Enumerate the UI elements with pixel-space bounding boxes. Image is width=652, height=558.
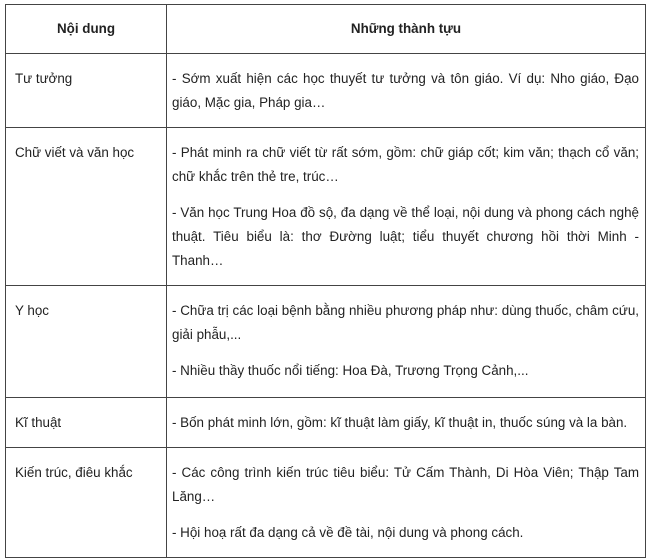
row-content-technology xyxy=(167,398,646,448)
row-content-medicine xyxy=(167,286,646,398)
achievement-item: - Phát minh ra chữ viết từ rất sớm, gồm: chữ giáp cốt; kim văn; thạch cổ văn; chữ khắc trên thẻ tre, trúc… xyxy=(172,145,639,184)
row-label-thought: Tư tưởng xyxy=(6,54,167,128)
achievement-item: - Văn học Trung Hoa đồ sộ, đa dạng về thể loại, nội dung và phong cách nghệ thuật. Tiêu biểu là: thơ Đường luật; tiểu thuyết chương hồi thời Minh - Thanh… xyxy=(172,205,639,268)
row-content-thought xyxy=(167,54,646,128)
table-row xyxy=(6,286,646,398)
table-row xyxy=(6,54,646,128)
achievement-item: - Nhiều thầy thuốc nổi tiếng: Hoa Đà, Trương Trọng Cảnh,... xyxy=(172,363,529,378)
achievement-item: - Các công trình kiến trúc tiêu biểu: Tử Cấm Thành, Di Hòa Viên; Thập Tam Lăng… xyxy=(172,465,639,504)
row-label-architecture-sculpture: Kiến trúc, điêu khắc xyxy=(6,448,167,558)
row-label-writing-literature: Chữ viết và văn học xyxy=(6,128,167,286)
row-content-writing-literature xyxy=(167,128,646,286)
achievements-table-container xyxy=(5,4,646,558)
row-label-technology: Kĩ thuật xyxy=(6,398,167,448)
table-row xyxy=(6,398,646,448)
achievements-table xyxy=(5,4,646,558)
achievement-item: - Sớm xuất hiện các học thuyết tư tưởng và tôn giáo. Ví dụ: Nho giáo, Đạo giáo, Mặc gia, Pháp gia… xyxy=(172,71,639,110)
header-achievements: Những thành tựu xyxy=(167,5,646,54)
table-row xyxy=(6,128,646,286)
achievement-item: - Chữa trị các loại bệnh bằng nhiều phương pháp như: dùng thuốc, châm cứu, giải phẫu,... xyxy=(172,303,639,342)
achievement-item: - Bốn phát minh lớn, gồm: kĩ thuật làm giấy, kĩ thuật in, thuốc súng và la bàn. xyxy=(172,415,628,430)
achievement-item: - Hội hoạ rất đa dạng cả về đề tài, nội dung và phong cách. xyxy=(172,525,524,540)
row-label-medicine: Y học xyxy=(6,286,167,398)
table-header-row xyxy=(6,5,646,54)
header-content: Nội dung xyxy=(6,5,167,54)
table-row xyxy=(6,448,646,558)
row-content-architecture-sculpture xyxy=(167,448,646,558)
